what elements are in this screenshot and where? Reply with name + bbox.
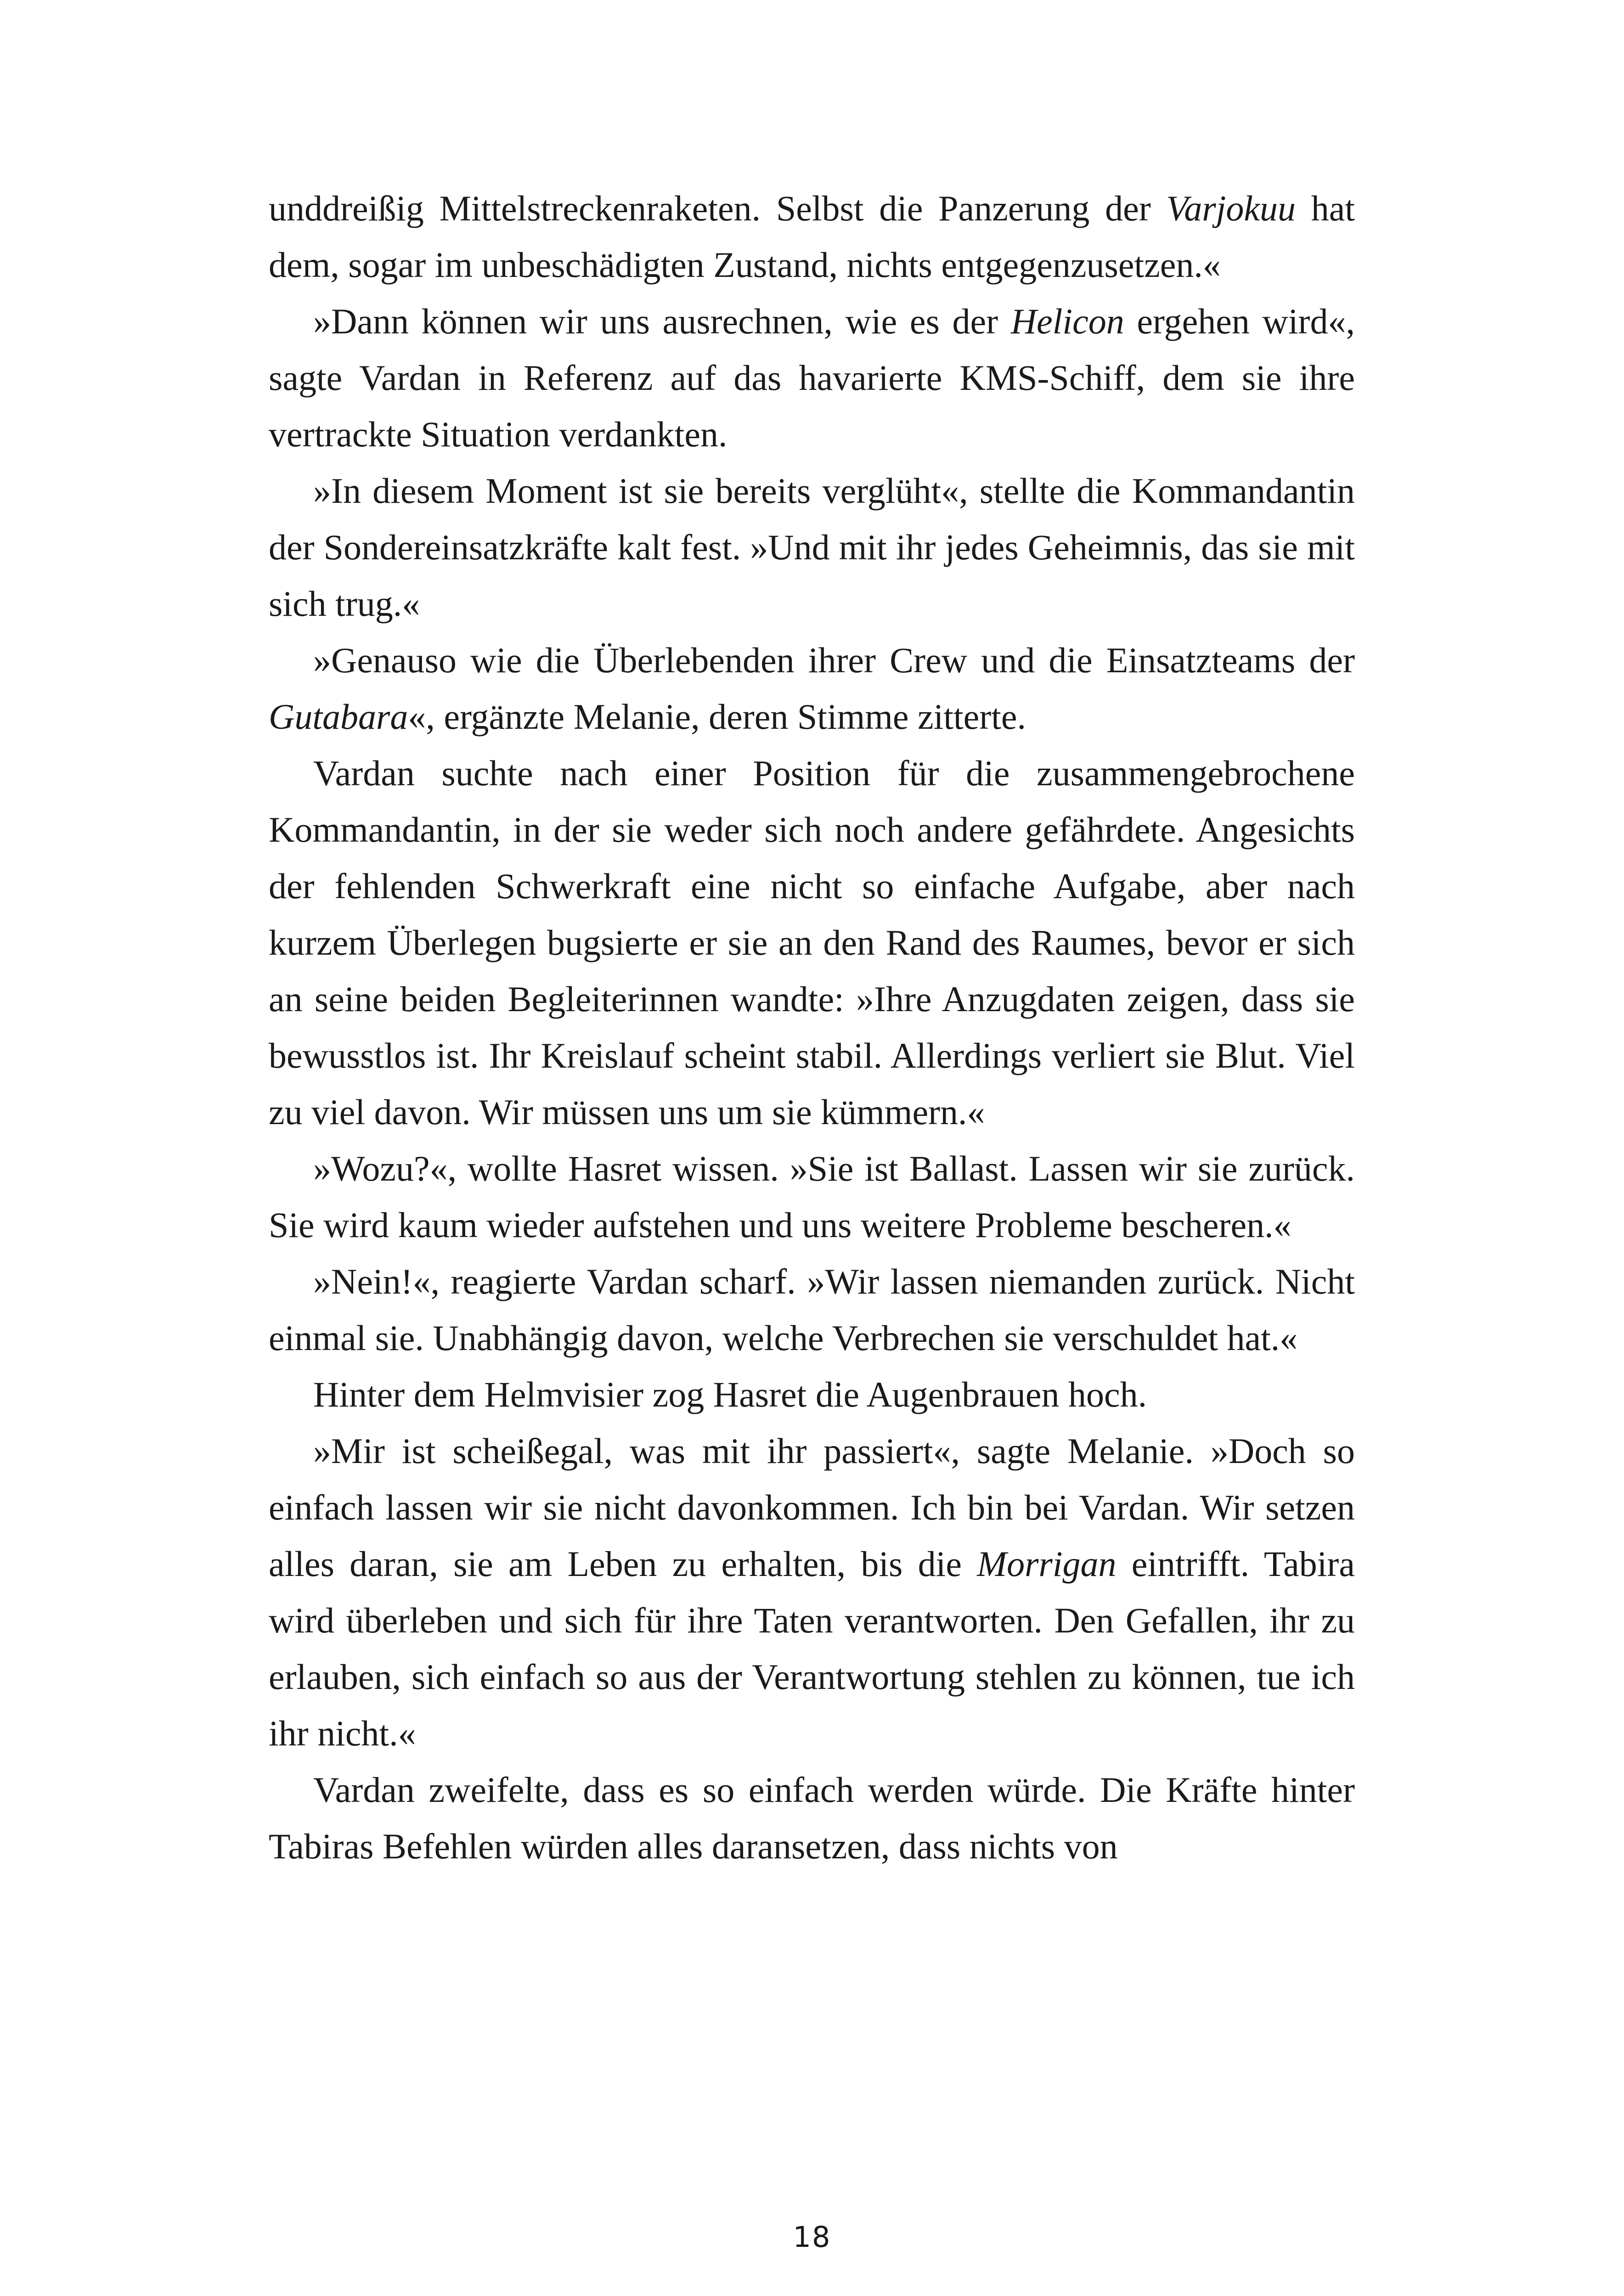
italic-ship-name: Gutabara	[269, 697, 408, 737]
text-run: hat dem, sogar im unbeschädigten Zustand, nichts entgegenzusetzen.«	[269, 188, 1355, 285]
text-run: «, ergänzte Melanie, deren Stimme zitterte.	[408, 697, 1026, 737]
text-run: »Wozu?«, wollte Hasret wissen. »Sie ist Ballast. Lassen wir sie zurück. Sie wird kaum wieder aufstehen und uns weitere Probleme bescheren.«	[269, 1148, 1355, 1245]
italic-ship-name: Varjokuu	[1166, 188, 1296, 228]
paragraph	[269, 632, 1355, 745]
body-text	[269, 180, 1355, 1874]
text-run: »Mir ist scheißegal, was mit ihr passiert«, sagte Melanie. »Doch so einfach lassen wir sie nicht davonkommen. Ich bin bei Vardan. Wir setzen alles daran, sie am Leben zu erhalten, bis die	[269, 1431, 1355, 1584]
page-number: 18	[793, 2220, 831, 2254]
paragraph	[269, 1253, 1355, 1366]
paragraph	[269, 745, 1355, 1140]
italic-ship-name: Helicon	[1010, 301, 1124, 341]
text-run: ergehen wird«, sagte Vardan in Referenz auf das havarierte KMS-Schiff, dem sie ihre vertrackte Situation verdankten.	[269, 301, 1355, 454]
text-run: eintrifft. Tabira wird überleben und sich für ihre Taten verantworten. Den Gefallen, ihr zu erlauben, sich einfach so aus der Verantwortung stehlen zu können, tue ich ihr nicht.«	[269, 1544, 1355, 1753]
text-run: unddreißig Mittelstreckenraketen. Selbst die Panzerung der	[269, 188, 1167, 228]
text-run: »Dann können wir uns ausrechnen, wie es der	[313, 301, 1011, 341]
paragraph	[269, 462, 1355, 632]
paragraph	[269, 180, 1355, 293]
text-run: »In diesem Moment ist sie bereits verglüht«, stellte die Kommandantin der Sondereinsatzkräfte kalt fest. »Und mit ihr jedes Geheimnis, das sie mit sich trug.«	[269, 471, 1355, 624]
text-run: »Nein!«, reagierte Vardan scharf. »Wir lassen niemanden zurück. Nicht einmal sie. Unabhängig davon, welche Verbrechen sie verschuldet hat.«	[269, 1261, 1355, 1358]
text-run: Vardan zweifelte, dass es so einfach werden würde. Die Kräfte hinter Tabiras Befehlen würden alles daransetzen, dass nichts von	[269, 1770, 1355, 1866]
paragraph	[269, 1423, 1355, 1761]
text-run: Hinter dem Helmvisier zog Hasret die Augenbrauen hoch.	[313, 1374, 1147, 1414]
paragraph	[269, 1366, 1355, 1423]
paragraph	[269, 1761, 1355, 1874]
paragraph	[269, 1140, 1355, 1253]
text-run: Vardan suchte nach einer Position für die zusammengebrochene Kommandantin, in der sie weder sich noch andere gefährdete. Angesichts der fehlenden Schwerkraft eine nicht so einfache Aufgabe, aber nach kurzem Überlegen bugsierte er sie an den Rand des Raumes, bevor er sich an seine beiden Begleiterinnen wandte: »Ihre Anzugdaten zeigen, dass sie bewusstlos ist. Ihr Kreislauf scheint stabil. Allerdings verliert sie Blut. Viel zu viel davon. Wir müssen uns um sie kümmern.«	[269, 753, 1355, 1132]
italic-ship-name: Morrigan	[977, 1544, 1116, 1584]
text-run: »Genauso wie die Überlebenden ihrer Crew und die Einsatzteams der	[313, 640, 1355, 680]
paragraph	[269, 293, 1355, 462]
